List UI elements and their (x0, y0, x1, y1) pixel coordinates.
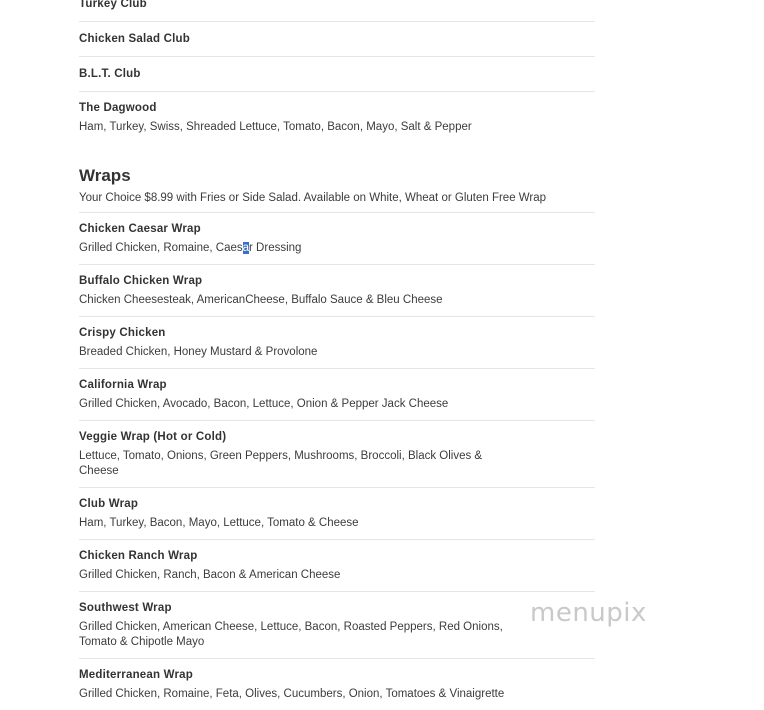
item-name: Chicken Caesar Wrap (79, 223, 201, 235)
item-name: Buffalo Chicken Wrap (79, 275, 203, 287)
item-name: California Wrap (79, 379, 167, 391)
menu-item-california-wrap (79, 369, 595, 421)
item-name: Crispy Chicken (79, 327, 166, 339)
item-description: Grilled Chicken, Ranch, Bacon & American Cheese (79, 569, 341, 581)
item-description[interactable] (79, 241, 509, 256)
menu-item-the-dagwood (79, 92, 595, 143)
item-name: B.L.T. Club (79, 68, 141, 80)
item-description: Ham, Turkey, Bacon, Mayo, Lettuce, Tomato & Cheese (79, 517, 359, 529)
item-description: Grilled Chicken, American Cheese, Lettuce, Bacon, Roasted Peppers, Red Onions, Tomato & Chipotle Mayo (79, 621, 503, 648)
menu-item-veggie-wrap (79, 421, 595, 488)
menu-column (79, 0, 595, 710)
section-title: Wraps (79, 166, 131, 185)
item-description: Grilled Chicken, Romaine, Feta, Olives, Cucumbers, Onion, Tomatoes & Vinaigrette (79, 688, 505, 700)
item-name: Turkey Club (79, 0, 147, 10)
menupix-watermark-logo: menupix (530, 598, 647, 628)
item-description: Grilled Chicken, Avocado, Bacon, Lettuce, Onion & Pepper Jack Cheese (79, 398, 449, 410)
wraps-section-header (79, 143, 595, 213)
item-name: Veggie Wrap (Hot or Cold) (79, 431, 227, 443)
item-description: Breaded Chicken, Honey Mustard & Provolone (79, 346, 318, 358)
desc-text: Grilled Chicken, Romaine, Caes (79, 242, 243, 254)
menu-item-crispy-chicken (79, 317, 595, 369)
item-name: Mediterranean Wrap (79, 669, 193, 681)
menu-item-buffalo-chicken-wrap (79, 265, 595, 317)
item-name: Chicken Ranch Wrap (79, 550, 198, 562)
menu-item-southwest-wrap (79, 592, 595, 659)
item-name: The Dagwood (79, 102, 157, 114)
menu-item-blt-club (79, 57, 595, 92)
menu-item-turkey-club (79, 0, 595, 22)
menu-item-club-wrap (79, 488, 595, 540)
item-name: Southwest Wrap (79, 602, 172, 614)
item-description: Lettuce, Tomato, Onions, Green Peppers, Mushrooms, Broccoli, Black Olives & Cheese (79, 450, 483, 477)
text-selection: a (242, 242, 250, 254)
menu-item-chicken-ranch-wrap (79, 540, 595, 592)
menu-item-mediterranean-wrap (79, 659, 595, 710)
menu-item-chicken-caesar-wrap (79, 213, 595, 265)
desc-text: r Dressing (249, 242, 302, 254)
item-name: Chicken Salad Club (79, 33, 190, 45)
item-name: Club Wrap (79, 498, 139, 510)
menu-item-chicken-salad-club (79, 22, 595, 57)
item-description: Chicken Cheesesteak, AmericanCheese, Buffalo Sauce & Bleu Cheese (79, 294, 443, 306)
section-subtitle: Your Choice $8.99 with Fries or Side Salad. Available on White, Wheat or Gluten Free Wrap (79, 191, 595, 213)
item-description: Ham, Turkey, Swiss, Shreaded Lettuce, Tomato, Bacon, Mayo, Salt & Pepper (79, 121, 472, 133)
